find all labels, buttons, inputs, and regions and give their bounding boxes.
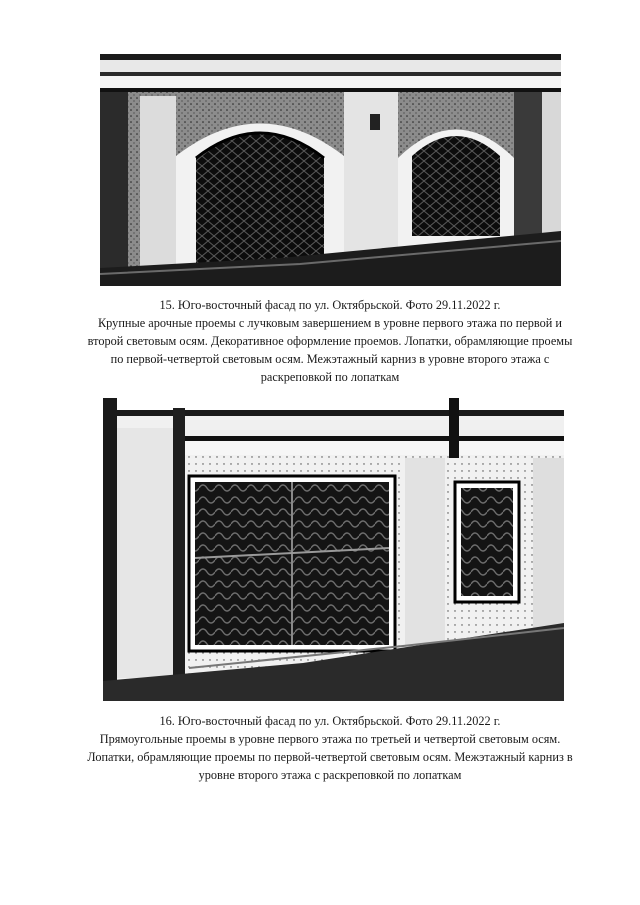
facade-photo-arched-openings <box>100 36 561 286</box>
caption-title: 15. Юго-восточный фасад по ул. Октябрьской. Фото 29.11.2022 г. <box>159 298 501 312</box>
caption-line: уровне второго этажа с раскреповкой по лопаткам <box>198 768 462 782</box>
caption-line: раскреповкой по лопаткам <box>260 370 400 384</box>
caption-line: Прямоугольные проемы в уровне первого этажа по третьей и четвертой световым осям. <box>99 732 561 746</box>
caption-line: Крупные арочные проемы с лучковым завершением в уровне первого этажа по первой и <box>97 316 563 330</box>
photo-16-caption <box>60 712 600 784</box>
caption-line: по первой-четвертой световым осям. Межэтажный карниз в уровне второго этажа с <box>110 352 550 366</box>
photo-15-caption <box>60 296 600 386</box>
facade-photo-rectangular-openings <box>103 398 564 701</box>
caption-title: 16. Юго-восточный фасад по ул. Октябрьской. Фото 29.11.2022 г. <box>159 714 501 728</box>
caption-line: Лопатки, обрамляющие проемы по первой-четвертой световым осям. Межэтажный карниз в <box>87 750 573 764</box>
caption-line: второй световым осям. Декоративное оформление проемов. Лопатки, обрамляющие проемы <box>87 334 573 348</box>
